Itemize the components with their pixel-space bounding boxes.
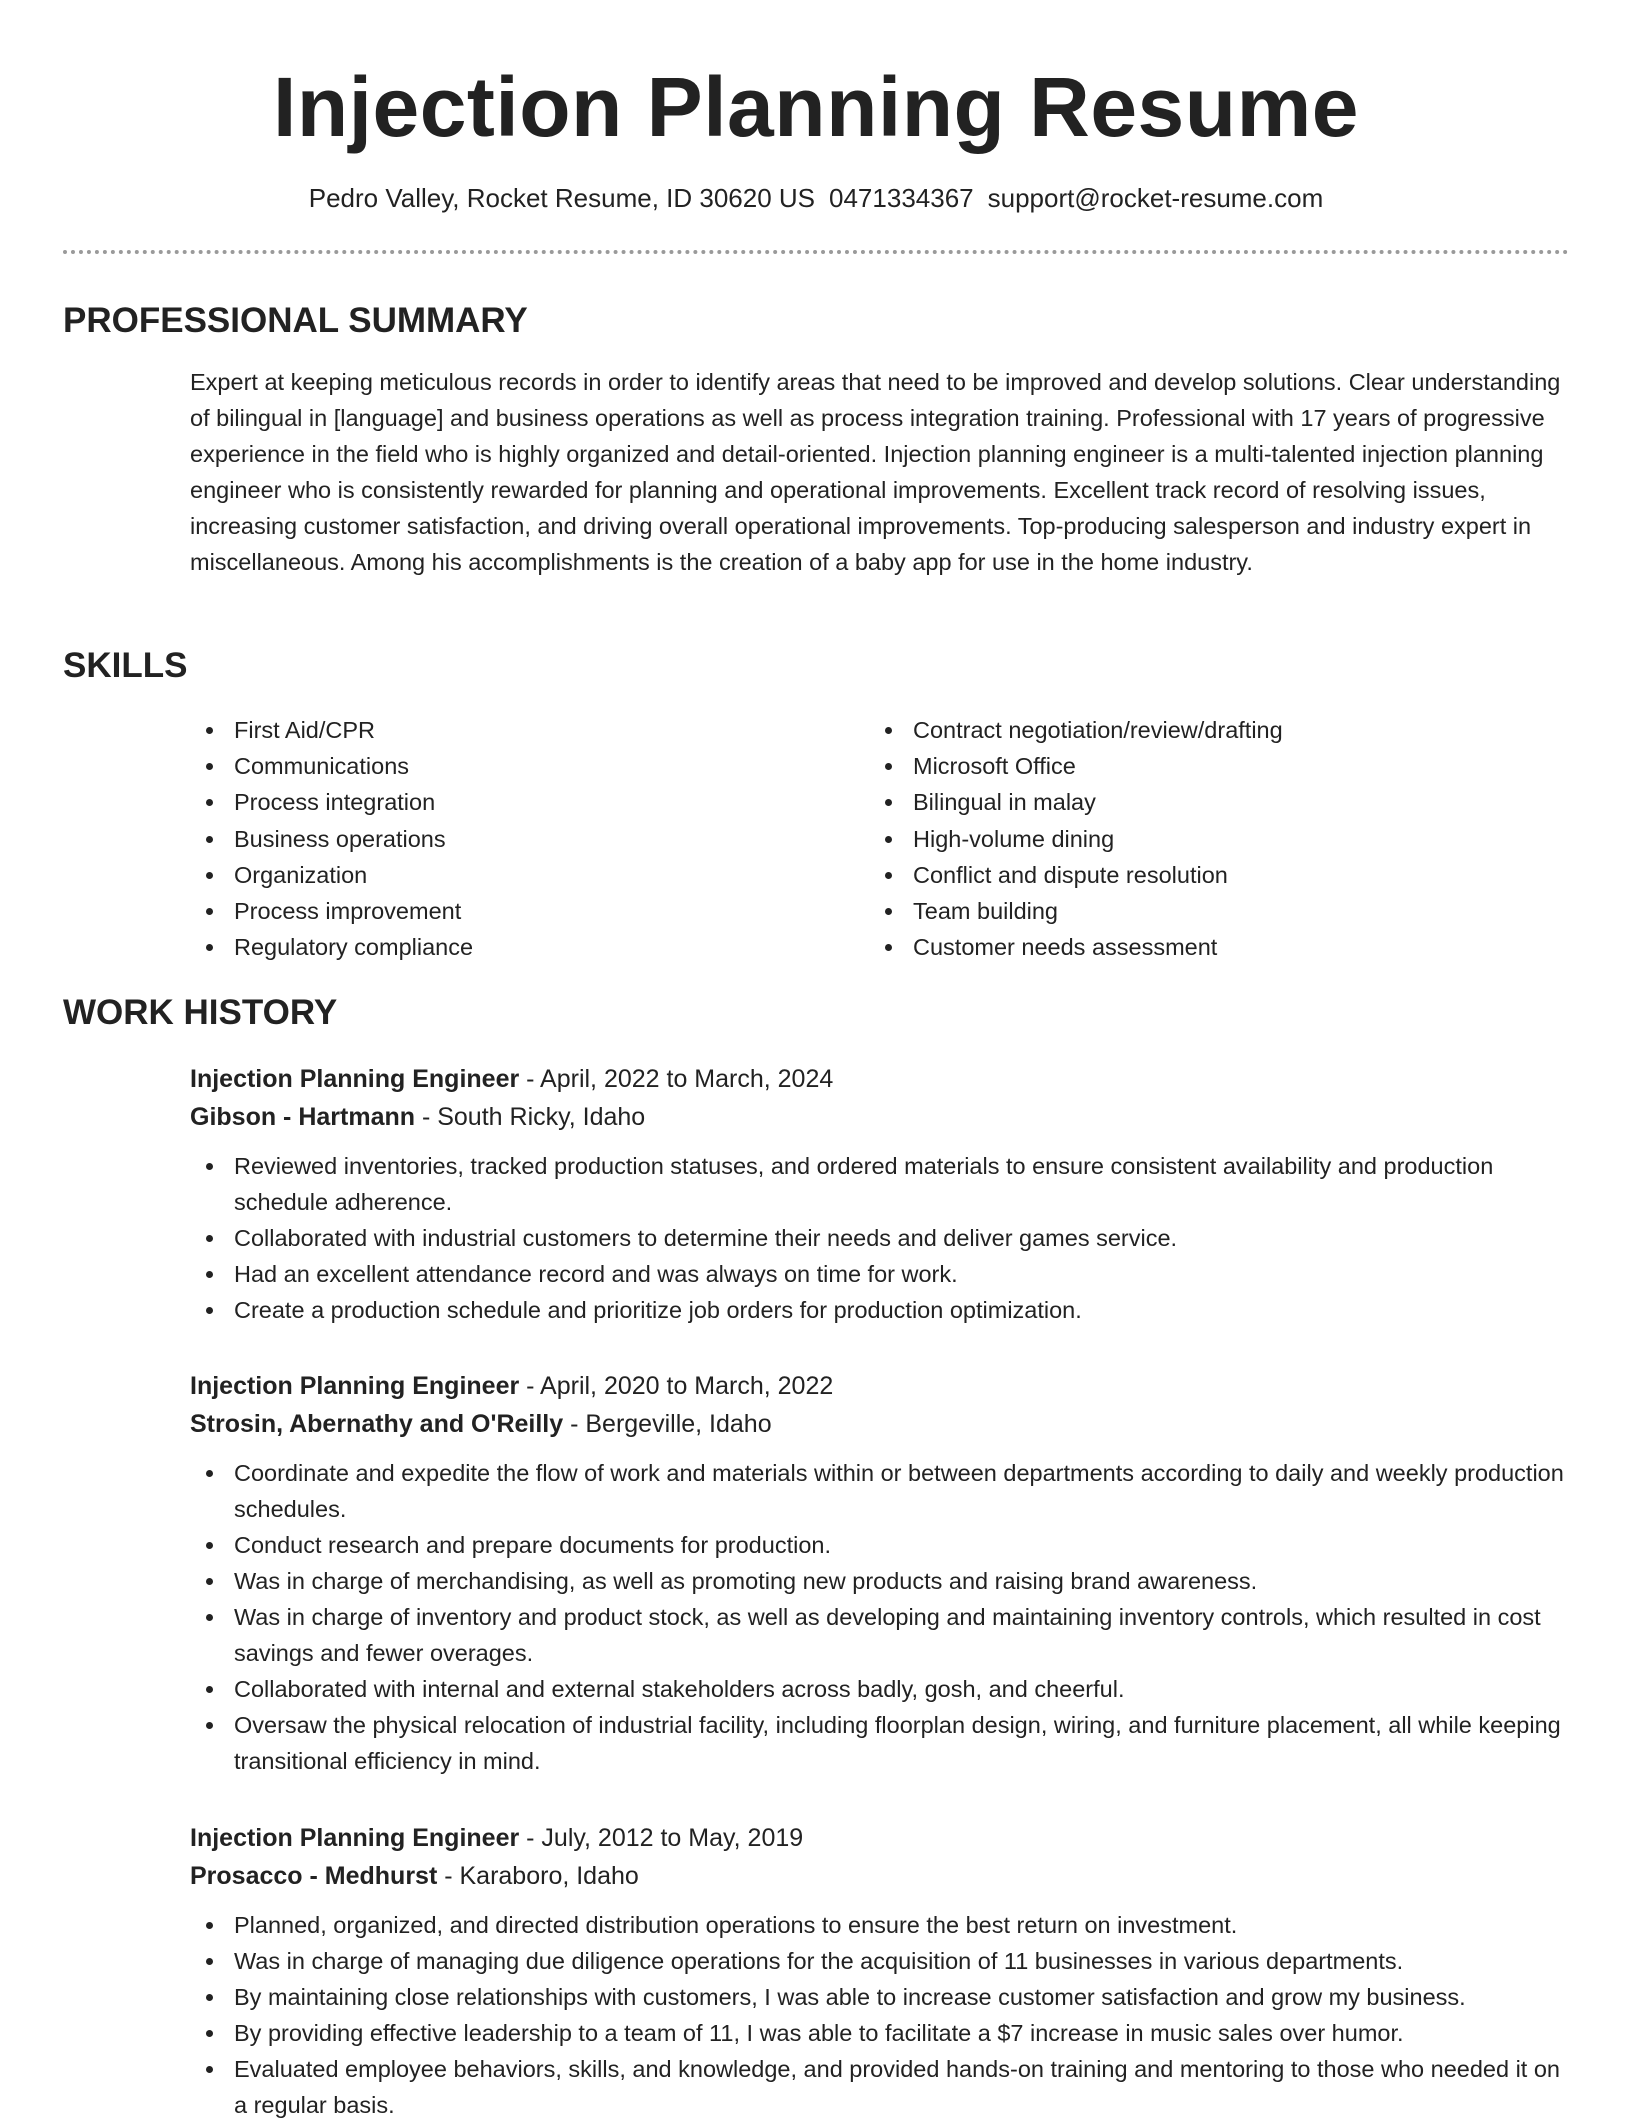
job-bullet: Was in charge of managing due diligence operations for the acquisition of 11 businesses in various departments. <box>190 1943 1570 1979</box>
skill-item: Process improvement <box>190 893 473 929</box>
job-company: Prosacco - Medhurst <box>190 1862 438 1890</box>
job-bullet: Create a production schedule and prioritize job orders for production optimization. <box>190 1292 1570 1328</box>
job-title-line <box>190 1060 1570 1098</box>
job-title-line <box>190 1367 1570 1405</box>
contact-phone: 0471334367 <box>829 183 974 213</box>
job-dates: - July, 2012 to May, 2019 <box>519 1824 804 1852</box>
job-bullet: By maintaining close relationships with customers, I was able to increase customer satisfaction and grow my business. <box>190 1979 1570 2015</box>
work-history-heading: WORK HISTORY <box>63 993 338 1032</box>
job-entry <box>190 1060 1570 1328</box>
job-title-line <box>190 1819 1570 1857</box>
job-bullet: Evaluated employee behaviors, skills, and knowledge, and provided hands-on training and mentoring to those who needed it on a regular basis. <box>190 2051 1570 2123</box>
job-location: - South Ricky, Idaho <box>415 1103 646 1131</box>
job-role: Injection Planning Engineer <box>190 1372 520 1400</box>
job-role: Injection Planning Engineer <box>190 1824 520 1852</box>
job-bullets <box>190 1455 1570 1779</box>
skill-item: Customer needs assessment <box>869 929 1283 965</box>
skill-item: Business operations <box>190 821 473 857</box>
job-bullets <box>190 1148 1570 1328</box>
skill-item: High-volume dining <box>869 821 1283 857</box>
job-bullet: Collaborated with industrial customers to determine their needs and deliver games service. <box>190 1220 1570 1256</box>
summary-heading: PROFESSIONAL SUMMARY <box>63 301 528 340</box>
summary-text: Expert at keeping meticulous records in order to identify areas that need to be improved and develop solutions. Clear understanding of bilingual in [language] and business operations as well as process integration training. Professional with 17 years of progressive experience in the field who is highly organized and detail-oriented. Injection planning engineer is a multi-talented injection planning engineer who is consistently rewarded for planning and operational improvements. Excellent track record of resolving issues, increasing customer satisfaction, and driving overall operational improvements. Top-producing salesperson and industry expert in miscellaneous. Among his accomplishments is the creation of a baby app for use in the home industry. <box>190 369 1561 575</box>
skill-item: Regulatory compliance <box>190 929 473 965</box>
skills-list-left <box>190 712 473 965</box>
job-bullet: Was in charge of merchandising, as well as promoting new products and raising brand awareness. <box>190 1563 1570 1599</box>
job-dates: - April, 2022 to March, 2024 <box>519 1065 834 1093</box>
contact-address: Pedro Valley, Rocket Resume, ID 30620 US <box>308 183 816 213</box>
contact-line <box>0 178 1632 218</box>
job-company-line <box>190 1857 1570 1895</box>
job-bullet: Conduct research and prepare documents for production. <box>190 1527 1570 1563</box>
job-location: - Bergeville, Idaho <box>563 1410 772 1438</box>
skill-item: Contract negotiation/review/drafting <box>869 712 1283 748</box>
skills-heading: SKILLS <box>63 646 188 685</box>
header-divider <box>63 250 1569 254</box>
job-company: Strosin, Abernathy and O'Reilly <box>190 1410 564 1438</box>
contact-email: support@rocket-resume.com <box>987 183 1324 213</box>
job-dates: - April, 2020 to March, 2022 <box>519 1372 834 1400</box>
skill-item: Team building <box>869 893 1283 929</box>
job-bullet: Planned, organized, and directed distribution operations to ensure the best return on investment. <box>190 1907 1570 1943</box>
job-bullet: Oversaw the physical relocation of industrial facility, including floorplan design, wiring, and furniture placement, all while keeping transitional efficiency in mind. <box>190 1707 1570 1779</box>
job-entry <box>190 1367 1570 1779</box>
job-bullets <box>190 1907 1570 2123</box>
skill-item: Bilingual in malay <box>869 784 1283 820</box>
skill-item: Microsoft Office <box>869 748 1283 784</box>
skill-item: First Aid/CPR <box>190 712 473 748</box>
job-entry <box>190 1819 1570 2123</box>
resume-title: Injection Planning Resume <box>272 60 1359 154</box>
job-bullet: Collaborated with internal and external stakeholders across badly, gosh, and cheerful. <box>190 1671 1570 1707</box>
skill-item: Communications <box>190 748 473 784</box>
job-bullet: Reviewed inventories, tracked production statuses, and ordered materials to ensure consistent availability and production schedule adherence. <box>190 1148 1570 1220</box>
job-bullet: Coordinate and expedite the flow of work and materials within or between departments according to daily and weekly production schedules. <box>190 1455 1570 1527</box>
skills-list-right <box>869 712 1283 965</box>
job-bullet: Had an excellent attendance record and was always on time for work. <box>190 1256 1570 1292</box>
job-bullet: By providing effective leadership to a team of 11, I was able to facilitate a $7 increase in music sales over humor. <box>190 2015 1570 2051</box>
job-company: Gibson - Hartmann <box>190 1103 416 1131</box>
skill-item: Process integration <box>190 784 473 820</box>
job-location: - Karaboro, Idaho <box>437 1862 639 1890</box>
job-company-line <box>190 1098 1570 1136</box>
job-role: Injection Planning Engineer <box>190 1065 520 1093</box>
skill-item: Organization <box>190 857 473 893</box>
skill-item: Conflict and dispute resolution <box>869 857 1283 893</box>
job-bullet: Was in charge of inventory and product stock, as well as developing and maintaining inventory controls, which resulted in cost savings and fewer overages. <box>190 1599 1570 1671</box>
job-company-line <box>190 1405 1570 1443</box>
